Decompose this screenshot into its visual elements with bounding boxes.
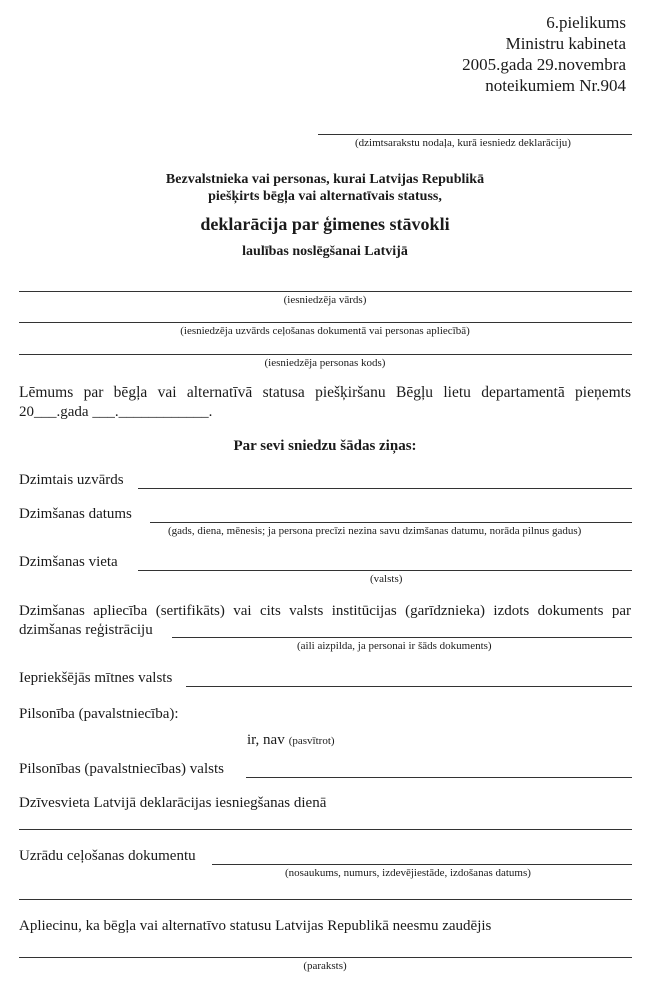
citizenship-hint: (pasvītrot)	[288, 735, 335, 747]
certificate-line[interactable]	[172, 637, 632, 638]
applicant-name-caption: (iesniedzēja vārds)	[283, 294, 367, 306]
regulation-date: 2005.gada 29.novembra	[462, 55, 626, 74]
certificate-line1: Dzimšanas apliecība (sertifikāts) vai cits valsts institūcijas (garīdznieka) izdots dokuments par	[19, 603, 631, 619]
title-line1: Bezvalstnieka vai personas, kurai Latvijas Republikā	[165, 172, 485, 187]
applicant-name-line[interactable]	[19, 291, 632, 292]
citizenship-options[interactable]: ir, nav	[247, 732, 285, 748]
birth-date-label: Dzimšanas datums	[19, 506, 132, 522]
citizenship-choice	[247, 731, 335, 749]
residence-label: Dzīvesvieta Latvijā deklarācijas iesniegšanas dienā	[19, 795, 327, 811]
signature-caption: (paraksts)	[303, 960, 347, 972]
document-subtitle: laulības noslēgšanai Latvijā	[242, 244, 408, 259]
citizenship-country-label: Pilsonības (pavalstniecības) valsts	[19, 761, 224, 777]
regulation-number: noteikumiem Nr.904	[485, 76, 626, 95]
certificate-line2: dzimšanas reģistrāciju	[19, 622, 153, 638]
birth-date-line[interactable]	[150, 522, 632, 523]
certificate-caption: (aili aizpilda, ja personai ir šāds dokuments)	[297, 640, 492, 652]
birth-surname-label: Dzimtais uzvārds	[19, 472, 124, 488]
birth-place-line[interactable]	[138, 570, 632, 571]
applicant-surname-caption: (iesniedzēja uzvārds ceļošanas dokumentā vai personas apliecībā)	[180, 325, 470, 337]
citizenship-country-line[interactable]	[246, 777, 632, 778]
applicant-code-line[interactable]	[19, 354, 632, 355]
decision-line1: Lēmums par bēgļa vai alternatīvā statusa piešķiršanu Bēgļu lietu departamentā pieņemts	[19, 384, 631, 401]
applicant-code-caption: (iesniedzēja personas kods)	[264, 357, 386, 369]
travel-doc-line[interactable]	[212, 864, 632, 865]
birth-surname-line[interactable]	[138, 488, 632, 489]
previous-country-label: Iepriekšējās mītnes valsts	[19, 670, 173, 686]
title-line2: piešķirts bēgļa vai alternatīvais statuss,	[208, 189, 442, 204]
travel-doc-caption: (nosaukums, numurs, izdevējiestāde, izdošanas datums)	[285, 867, 531, 879]
cabinet-label: Ministru kabineta	[505, 34, 626, 53]
document-title: deklarācija par ģimenes stāvokli	[200, 214, 450, 234]
appendix-header	[462, 12, 626, 96]
residence-line[interactable]	[19, 829, 632, 830]
office-line[interactable]	[318, 134, 632, 135]
decision-line2: 20___.gada ___.____________.	[19, 404, 213, 420]
office-caption: (dzimtsarakstu nodaļa, kurā iesniedz deklarāciju)	[355, 137, 571, 149]
section-heading: Par sevi sniedzu šādas ziņas:	[233, 438, 417, 454]
confirmation-text: Apliecinu, ka bēgļa vai alternatīvo statusu Latvijas Republikā neesmu zaudējis	[19, 918, 492, 934]
citizenship-label: Pilsonība (pavalstniecība):	[19, 706, 179, 722]
birth-date-caption: (gads, diena, mēnesis; ja persona precīzi nezina savu dzimšanas datumu, norāda pilnus gadus)	[168, 525, 582, 537]
signature-line[interactable]	[19, 957, 632, 958]
birth-place-label: Dzimšanas vieta	[19, 554, 118, 570]
travel-doc-label: Uzrādu ceļošanas dokumentu	[19, 848, 196, 864]
birth-place-caption: (valsts)	[370, 573, 403, 585]
travel-doc-line2[interactable]	[19, 899, 632, 900]
appendix-number: 6.pielikums	[546, 13, 626, 32]
previous-country-line[interactable]	[186, 686, 632, 687]
applicant-surname-line[interactable]	[19, 322, 632, 323]
